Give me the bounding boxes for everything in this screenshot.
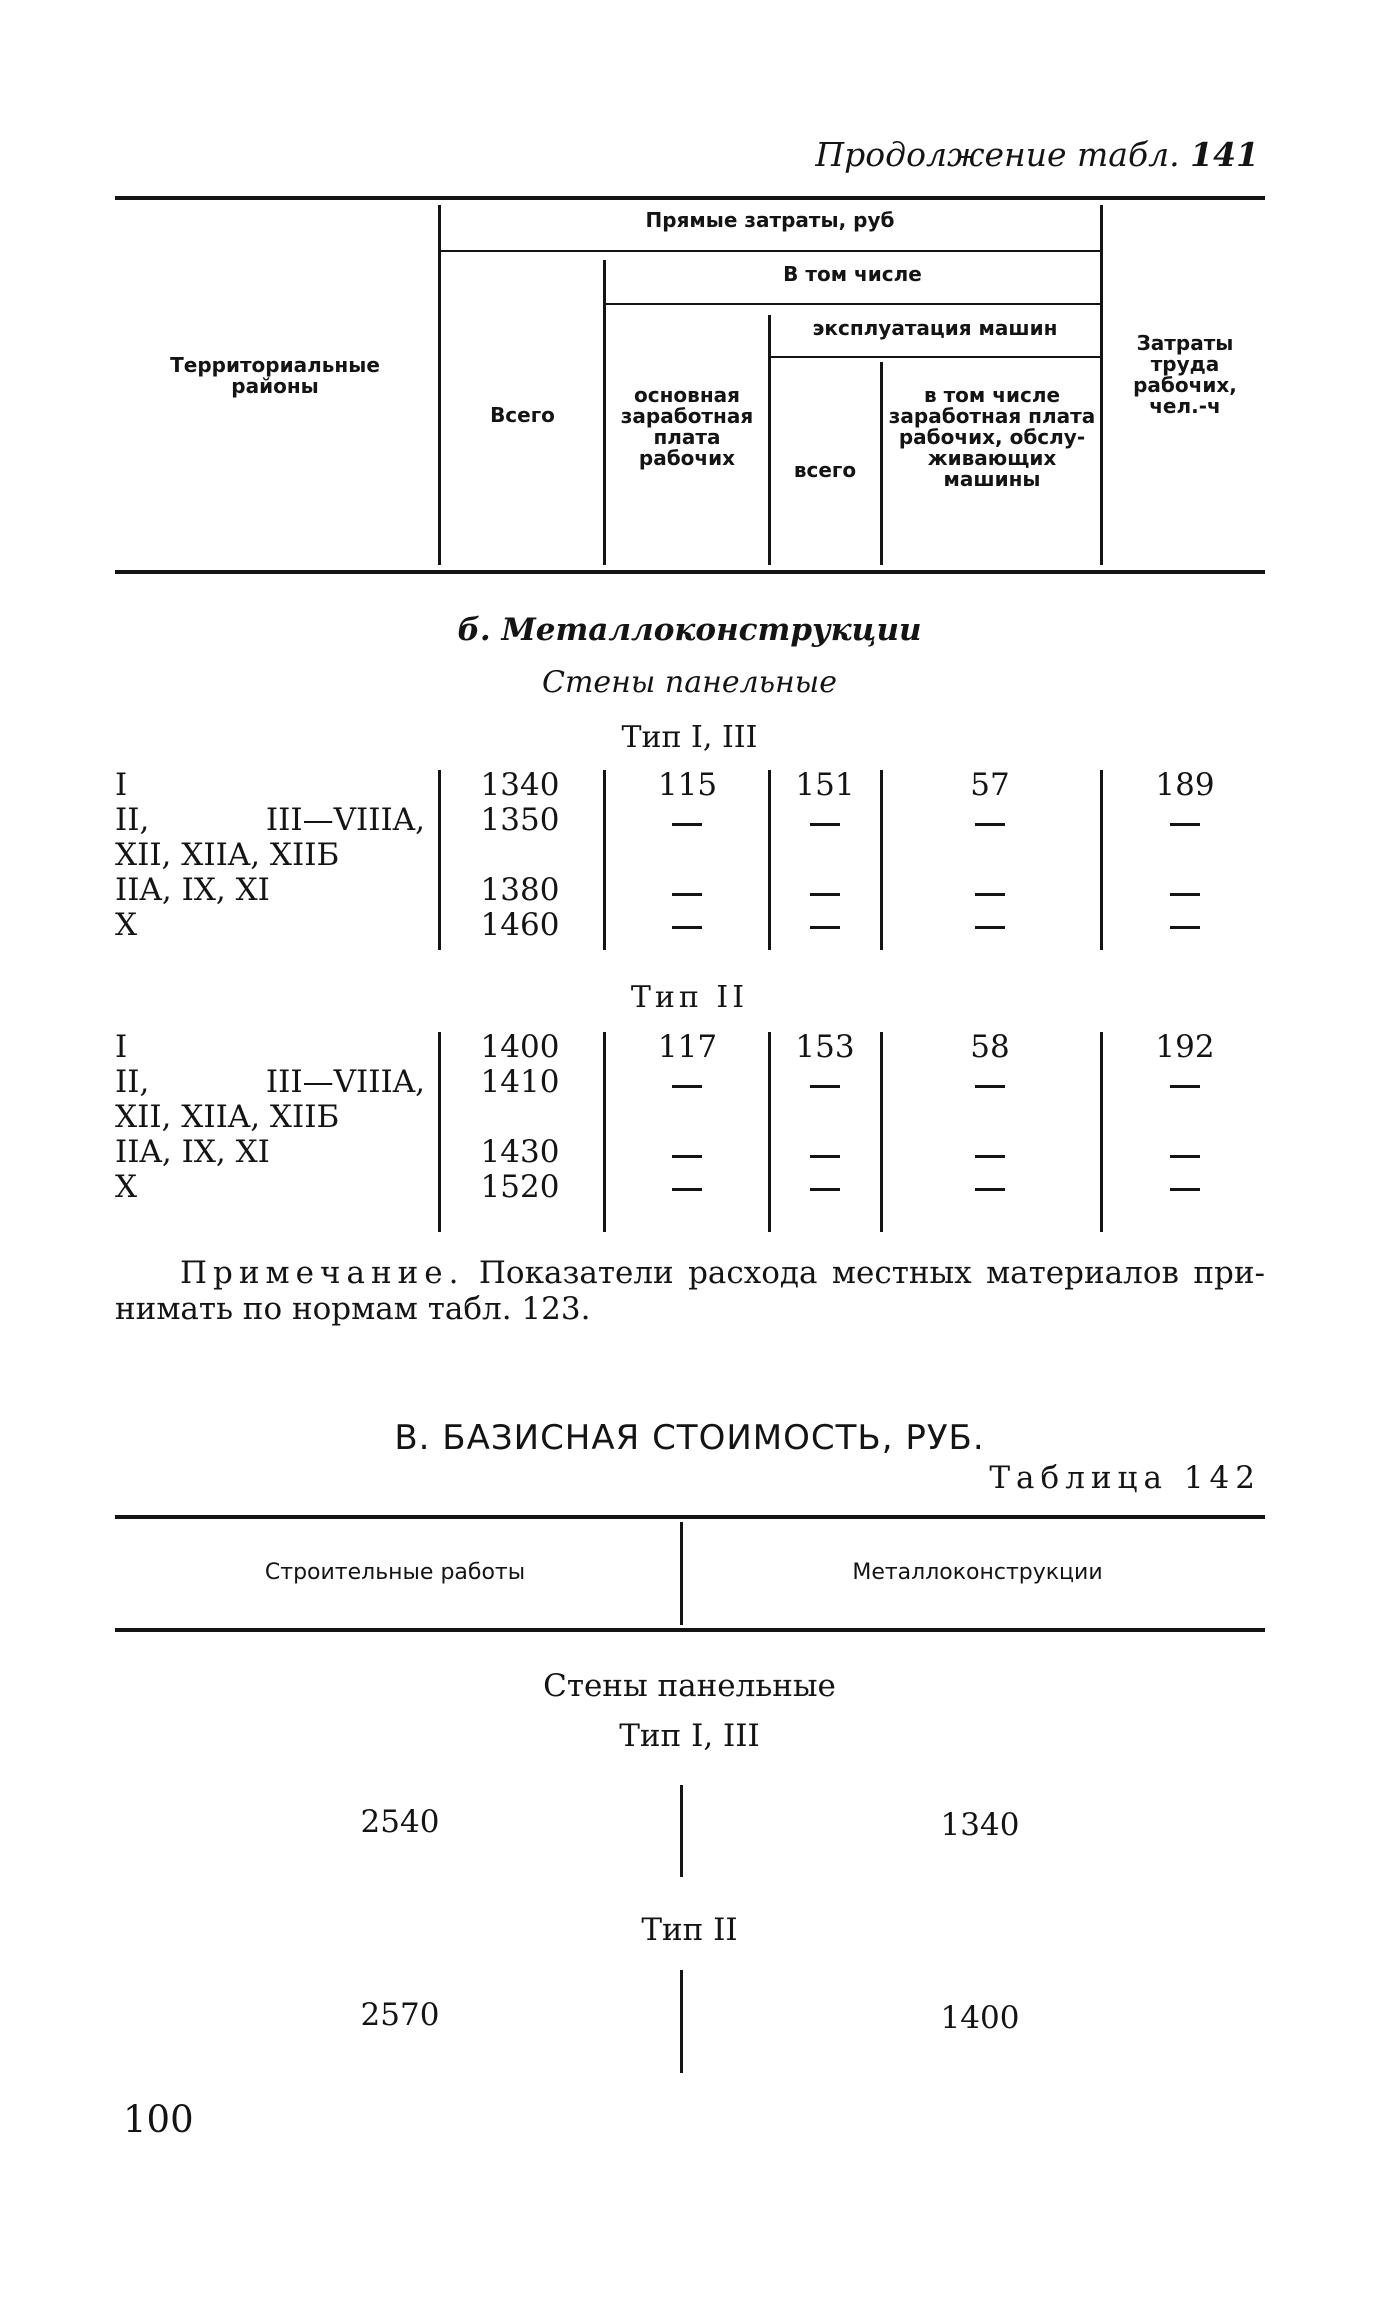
empty-dash xyxy=(975,1155,1005,1158)
labor-cell: 189 xyxy=(1155,767,1215,803)
empty-dash xyxy=(672,823,702,826)
empty-dash xyxy=(810,893,840,896)
header-total: Всего xyxy=(490,403,555,427)
header-divider xyxy=(603,260,606,565)
header-direct-costs: Прямые затраты, руб xyxy=(645,208,895,232)
empty-dash xyxy=(975,926,1005,929)
group-type-label: Тип II xyxy=(641,1912,738,1948)
machine-total-cell: 153 xyxy=(795,1029,855,1065)
empty-dash xyxy=(810,1085,840,1088)
column-divider xyxy=(680,1785,683,1877)
header-construction: Строительные работы xyxy=(264,1560,526,1585)
total-cell: 1340 xyxy=(480,767,560,803)
machine-wage-cell: 58 xyxy=(970,1029,1010,1065)
column-divider xyxy=(603,770,606,950)
region-cell-continuation: XII, XIIA, XIIБ xyxy=(115,837,340,873)
total-cell: 1400 xyxy=(480,1029,560,1065)
empty-dash xyxy=(1170,1085,1200,1088)
header-subrule xyxy=(441,250,1100,252)
region-cell: II, III—VIIIA, xyxy=(115,1064,425,1100)
note-label: Примечание. xyxy=(180,1255,465,1291)
header-bottom-rule xyxy=(115,570,1265,574)
column-divider xyxy=(603,1032,606,1232)
base-wage-cell: 115 xyxy=(657,767,718,803)
header-including: В том числе xyxy=(783,262,922,286)
empty-dash xyxy=(672,893,702,896)
empty-dash xyxy=(1170,893,1200,896)
total-cell: 1380 xyxy=(480,872,560,908)
total-cell: 1520 xyxy=(480,1169,560,1205)
empty-dash xyxy=(1170,926,1200,929)
empty-dash xyxy=(975,893,1005,896)
base-wage-cell: 117 xyxy=(657,1029,718,1065)
region-cell-continuation: XII, XIIA, XIIБ xyxy=(115,1099,340,1135)
column-divider xyxy=(768,770,771,950)
region-cell: IIA, IX, XI xyxy=(115,872,270,908)
section-title: б. Металлоконструкции xyxy=(457,612,922,648)
column-divider xyxy=(1100,770,1103,950)
table-note xyxy=(115,1255,1265,1327)
labor-cell: 192 xyxy=(1155,1029,1215,1065)
total-cell: 1350 xyxy=(480,802,560,838)
header-divider xyxy=(880,362,883,565)
empty-dash xyxy=(1170,1155,1200,1158)
construction-value: 2540 xyxy=(360,1804,440,1840)
table142-caption: Таблица 142 xyxy=(989,1460,1261,1496)
total-cell: 1460 xyxy=(480,907,560,943)
header-labor: Затраты труда рабочих, чел.-ч xyxy=(1133,331,1237,418)
header-bottom-rule xyxy=(115,1628,1265,1632)
empty-dash xyxy=(810,1155,840,1158)
column-divider xyxy=(880,1032,883,1232)
continuation-number: 141 xyxy=(1190,135,1259,174)
continuation-header xyxy=(815,135,1259,174)
empty-dash xyxy=(672,926,702,929)
header-machine-total: всего xyxy=(793,458,857,482)
total-cell: 1410 xyxy=(480,1064,560,1100)
machine-total-cell: 151 xyxy=(795,767,855,803)
column-divider xyxy=(438,770,441,950)
table-top-rule xyxy=(115,196,1265,200)
header-divider xyxy=(1100,205,1103,565)
total-cell: 1430 xyxy=(480,1134,560,1170)
section-v-title: В. БАЗИСНАЯ СТОИМОСТЬ, РУБ. xyxy=(394,1418,985,1458)
empty-dash xyxy=(672,1188,702,1191)
empty-dash xyxy=(975,823,1005,826)
region-cell: II, III—VIIIA, xyxy=(115,802,425,838)
group-type-label: Тип II xyxy=(630,980,749,1015)
header-divider xyxy=(438,205,441,565)
header-subrule xyxy=(606,303,1100,305)
empty-dash xyxy=(1170,1188,1200,1191)
region-cell: X xyxy=(115,907,138,943)
column-divider xyxy=(680,1970,683,2073)
header-regions: Территориальные районы xyxy=(170,353,380,398)
machine-wage-cell: 57 xyxy=(970,767,1010,803)
empty-dash xyxy=(810,1188,840,1191)
construction-value: 2570 xyxy=(360,1997,440,2033)
column-divider xyxy=(438,1032,441,1232)
group-type-label: Тип I, III xyxy=(619,1718,760,1754)
header-subrule xyxy=(771,356,1100,358)
metal-value: 1340 xyxy=(940,1807,1020,1843)
header-divider xyxy=(680,1522,683,1625)
region-cell: IIA, IX, XI xyxy=(115,1134,270,1170)
empty-dash xyxy=(672,1085,702,1088)
empty-dash xyxy=(672,1155,702,1158)
note-text: Показатели расхода местных материалов принимать по нормам табл. 123. xyxy=(115,1255,1265,1327)
column-divider xyxy=(768,1032,771,1232)
metal-value: 1400 xyxy=(940,2000,1020,2036)
empty-dash xyxy=(975,1085,1005,1088)
empty-dash xyxy=(810,926,840,929)
header-divider xyxy=(768,315,771,565)
empty-dash xyxy=(1170,823,1200,826)
header-base-wage: основная заработная плата рабочих xyxy=(620,383,754,470)
empty-dash xyxy=(810,823,840,826)
region-cell: I xyxy=(115,1029,128,1065)
region-cell: X xyxy=(115,1169,138,1205)
group-type-label: Тип I, III xyxy=(621,720,758,755)
table142-subsection-title: Стены панельные xyxy=(543,1668,836,1704)
subsection-title: Стены панельные xyxy=(542,665,837,700)
empty-dash xyxy=(975,1188,1005,1191)
header-machine-wage: в том числе заработная плата рабочих, обслуживающих машины xyxy=(888,383,1096,491)
column-divider xyxy=(1100,1032,1103,1232)
region-cell: I xyxy=(115,767,128,803)
header-metal: Металлоконструкции xyxy=(852,1560,1103,1585)
column-divider xyxy=(880,770,883,950)
page-number: 100 xyxy=(123,2098,194,2141)
header-machine-operation: эксплуатация машин xyxy=(812,316,1058,340)
table-top-rule xyxy=(115,1515,1265,1519)
continuation-prefix: Продолжение табл. xyxy=(815,135,1191,174)
